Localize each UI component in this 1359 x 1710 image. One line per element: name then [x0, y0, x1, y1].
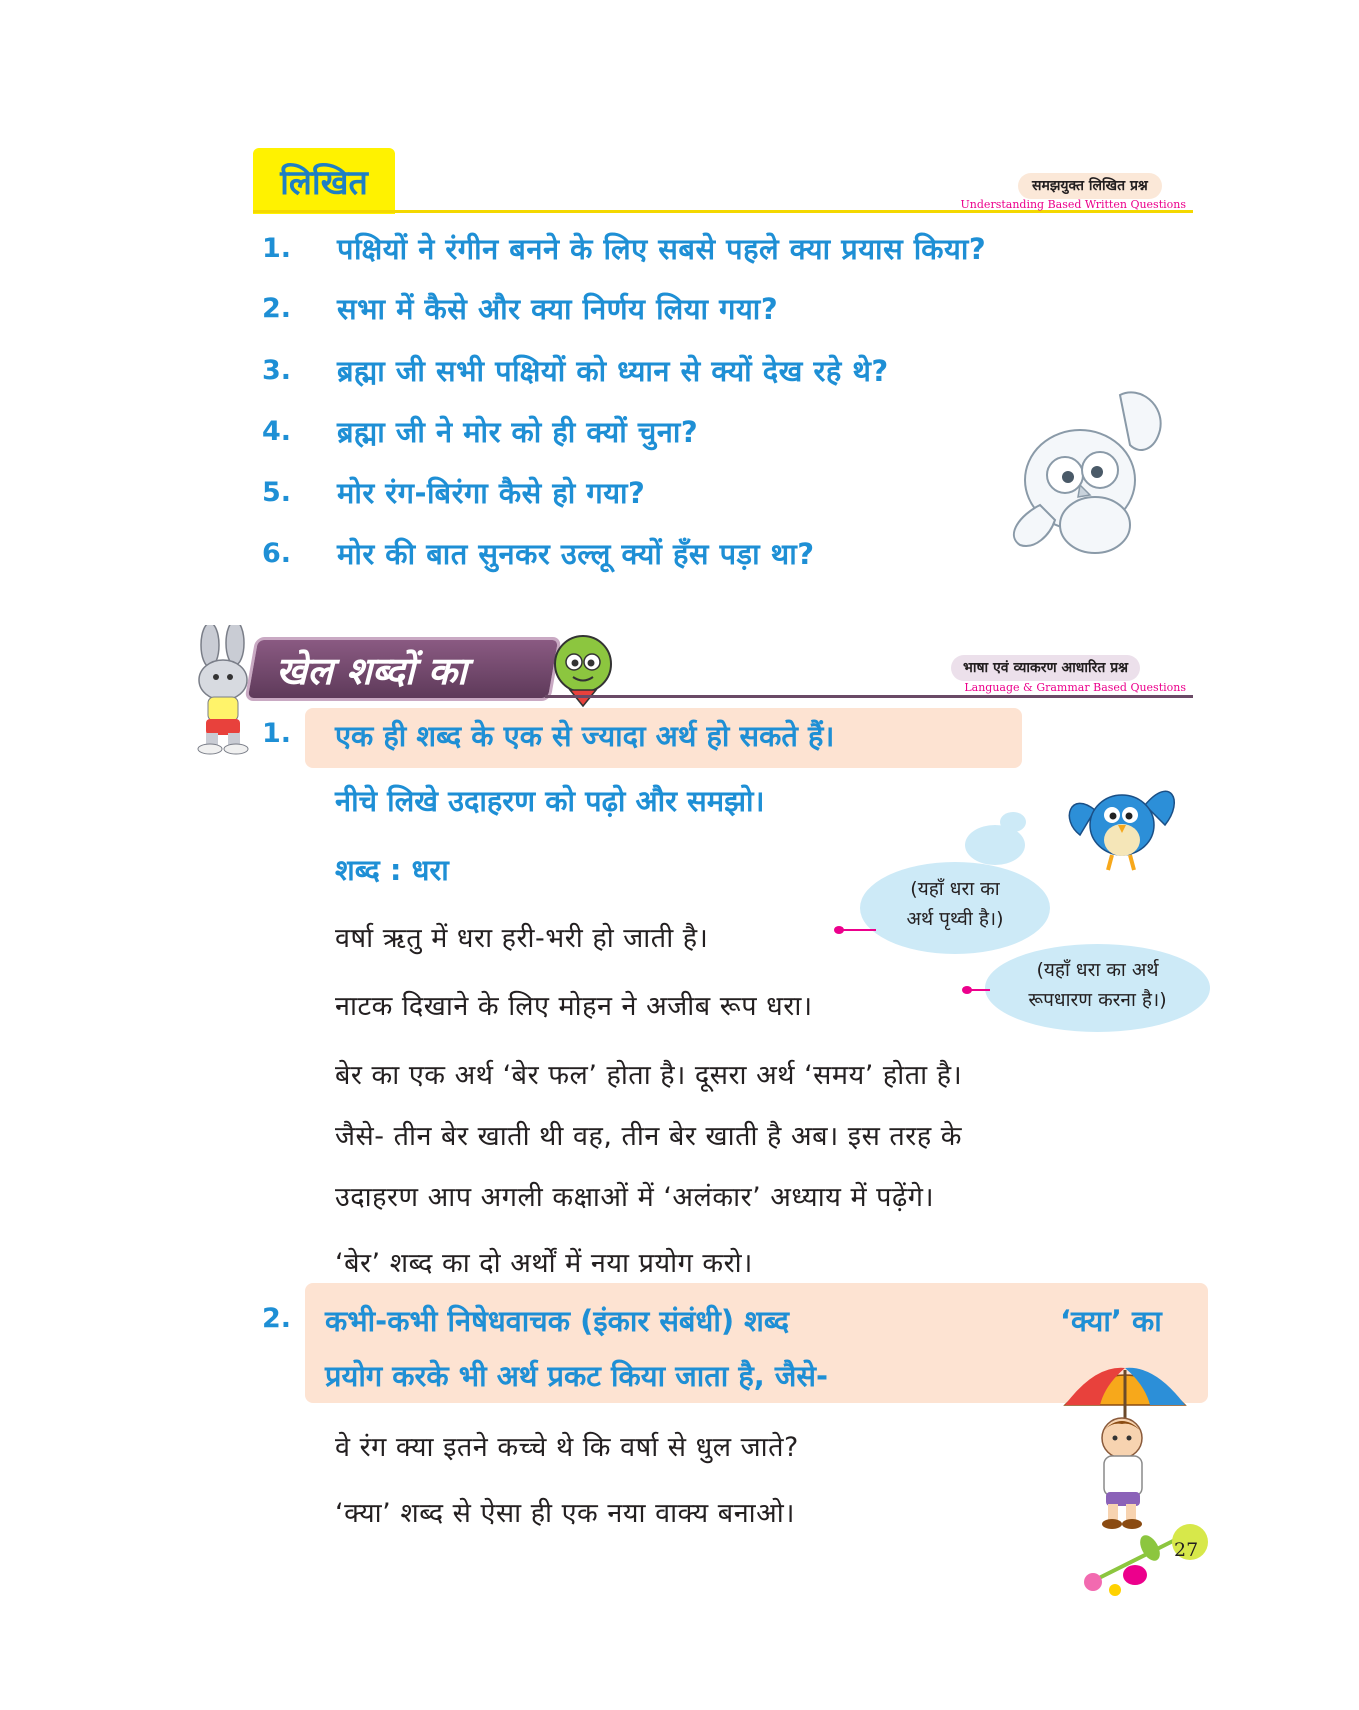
question-number: 1.	[262, 232, 292, 264]
question-item	[262, 466, 645, 518]
item-heading: एक ही शब्द के एक से ज्यादा अर्थ हो सकते हैं।	[335, 719, 835, 753]
question-type-label: समझयुक्त लिखित प्रश्न	[1018, 173, 1162, 199]
paragraph-line: जैसे- तीन बेर खाती थी वह, तीन बेर खाती है अब। इस तरह के	[335, 1121, 962, 1152]
question-item	[262, 222, 986, 274]
word-label: शब्द : धरा	[335, 853, 449, 887]
question-text: मोर रंग-बिरंगा कैसे हो गया?	[337, 475, 646, 510]
question-number: 6.	[262, 537, 292, 569]
task-text: ‘बेर’ शब्द का दो अर्थों में नया प्रयोग करो।	[335, 1248, 753, 1279]
item-heading-line: कभी-कभी निषेधवाचक (इंकार संबंधी) शब्द	[325, 1304, 789, 1338]
question-type-label-en: Language & Grammar Based Questions	[964, 681, 1186, 694]
thought-bubble-dot	[965, 825, 1025, 865]
owl-illustration	[1000, 385, 1180, 560]
question-type-label-en: Understanding Based Written Questions	[960, 198, 1186, 211]
example-sentence: नाटक दिखाने के लिए मोहन ने अजीब रूप धरा।	[335, 991, 813, 1022]
boy-with-umbrella-illustration	[1060, 1360, 1190, 1530]
question-item	[262, 405, 698, 457]
question-item	[262, 344, 889, 396]
question-text: ब्रह्मा जी ने मोर को ही क्यों चुना?	[337, 414, 699, 449]
bubble-text-line: अर्थ पृथ्वी है।)	[906, 908, 1004, 930]
item-heading-line: प्रयोग करके भी अर्थ प्रकट किया जाता है, जैसे-	[325, 1359, 829, 1393]
item-instruction: नीचे लिखे उदाहरण को पढ़ो और समझो।	[335, 784, 765, 818]
task-text: ‘क्या’ शब्द से ऐसा ही एक नया वाक्य बनाओ।	[335, 1498, 796, 1529]
item-number: 1.	[262, 718, 292, 749]
question-number: 2.	[262, 292, 292, 324]
bird-illustration	[1050, 770, 1190, 880]
example-sentence: वर्षा ऋतु में धरा हरी-भरी हो जाती है।	[335, 923, 709, 954]
section-divider	[545, 695, 1193, 698]
section-title: खेल शब्दों का	[276, 649, 467, 693]
bubble-text-line: (यहाँ धरा का	[910, 878, 1000, 900]
section-tag-label: लिखित	[280, 163, 368, 203]
bubble-text-line: रूपधारण करना है।)	[1028, 989, 1167, 1011]
question-item	[262, 527, 815, 579]
question-type-label: भाषा एवं व्याकरण आधारित प्रश्न	[951, 655, 1140, 681]
question-text: मोर की बात सुनकर उल्लू क्यों हँस पड़ा था?	[337, 536, 815, 571]
example-sentence: वे रंग क्या इतने कच्चे थे कि वर्षा से धुल जाते?	[335, 1432, 799, 1463]
item-number: 2.	[262, 1303, 292, 1334]
bubble-text-line: (यहाँ धरा का अर्थ	[1036, 959, 1159, 981]
section-tag-likhit	[253, 148, 395, 214]
question-number: 5.	[262, 476, 292, 508]
question-number: 3.	[262, 354, 292, 386]
paragraph-line: बेर का एक अर्थ ‘बेर फल’ होता है। दूसरा अर्थ ‘समय’ होता है।	[335, 1060, 963, 1091]
question-text: सभा में कैसे और क्या निर्णय लिया गया?	[337, 291, 779, 326]
page-number: 27	[1174, 1539, 1199, 1561]
item-heading-keyword: ‘क्या’ का	[1060, 1304, 1162, 1338]
pointer-line	[968, 989, 990, 991]
pointer-line	[840, 929, 876, 931]
question-text: ब्रह्मा जी सभी पक्षियों को ध्यान से क्यों देख रहे थे?	[337, 353, 889, 388]
paragraph-line: उदाहरण आप अगली कक्षाओं में ‘अलंकार’ अध्याय में पढ़ेंगे।	[335, 1182, 935, 1213]
question-number: 4.	[262, 415, 292, 447]
question-text: पक्षियों ने रंगीन बनने के लिए सबसे पहले क्या प्रयास किया?	[337, 231, 987, 266]
question-item	[262, 282, 778, 334]
